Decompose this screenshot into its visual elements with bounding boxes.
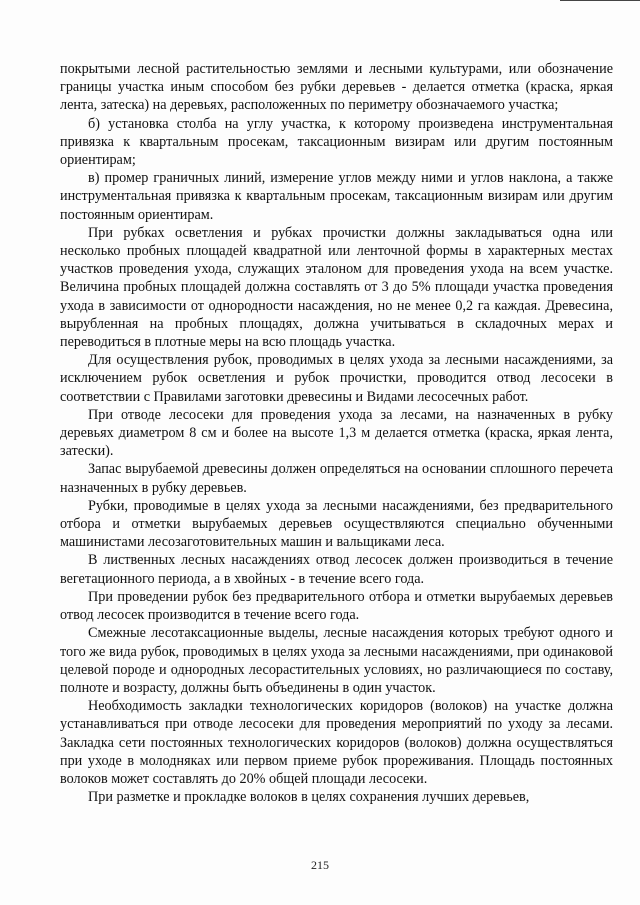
paragraph: При отводе лесосеки для проведения ухода за лесами, на назначенных в рубку деревьях диаметром 8 см и более на высоте 1,3 м делается отметка (краска, яркая лента, затески). [60, 406, 613, 460]
paragraph: Смежные лесотаксационные выделы, лесные насаждения которых требуют одного и того же вида рубок, проводимых в целях ухода за лесными насаждениями, при одинаковой целевой породе и однородных лесорастительных условиях, но различающиеся по составу, полноте и возрасту, должны быть объединены в один участок. [60, 625, 613, 696]
paragraph: В лиственных лесных насаждениях отвод лесосек должен производиться в течение вегетационного периода, а в хвойных - в течение всего года. [60, 552, 613, 587]
paragraph: При проведении рубок без предварительного отбора и отметки вырубаемых деревьев отвод лесосек производится в течение всего года. [60, 588, 613, 624]
paragraph: б) установка столба на углу участка, к которому произведена инструментальная привязка к квартальным просекам, таксационным визирам или другим постоянным ориентирам; [60, 115, 613, 169]
top-divider [560, 0, 640, 1]
paragraph: При разметке и прокладке волоков в целях сохранения лучших деревьев, [88, 789, 530, 806]
paragraph: Необходимость закладки технологических коридоров (волоков) на участке должна устанавливаться при отводе лесосеки для проведения мероприятий по уходу за лесами. Закладка сети постоянных технологических коридоров (волоков) должна осуществляться при уходе в молодняках или первом приеме рубок прореживания. Площадь постоянных волоков может составлять до 20% общей площади лесосеки. [60, 698, 613, 787]
paragraph: в) промер граничных линий, измерение углов между ними и углов наклона, а также инструментальная привязка к квартальным просекам, таксационным визирам или другим постоянным ориентирам. [60, 170, 613, 223]
paragraph: Для осуществления рубок, проводимых в целях ухода за лесными насаждениями, за исключением рубок осветления и рубок прочистки, проводится отвод лесосеки в соответствии с Правилами заготовки древесины и Видами лесосечных работ. [60, 352, 613, 405]
body-text [60, 60, 613, 806]
paragraph: При рубках осветления и рубках прочистки должны закладываться одна или несколько пробных площадей квадратной или ленточной формы в характерных местах участков проведения ухода, служащих эталоном для проведения ухода на всем участке. Величина пробных площадей должна составлять от 3 до 5% площади участка проведения ухода в зависимости от однородности насаждения, но не менее 0,2 га каждая. Древесина, вырубленная на пробных площадях, должна учитываться в складочных мерах и переводиться в плотные меры на всю площадь участка. [60, 224, 613, 351]
paragraph: Рубки, проводимые в целях ухода за лесными насаждениями, без предварительного отбора и отметки вырубаемых деревьев осуществляются специально обученными машинистами лесозаготовительных машин и вальщиками леса. [60, 497, 613, 551]
page-number: 215 [311, 858, 329, 872]
paragraph: покрытыми лесной растительностью землями и лесными культурами, или обозначение границы участка иным способом без рубки деревьев - делается отметка (краска, яркая лента, затеска) на деревьях, расположенных по периметру обозначаемого участка; [60, 61, 613, 114]
paragraph: Запас вырубаемой древесины должен определяться на основании сплошного перечета назначенных в рубку деревьев. [60, 461, 613, 496]
